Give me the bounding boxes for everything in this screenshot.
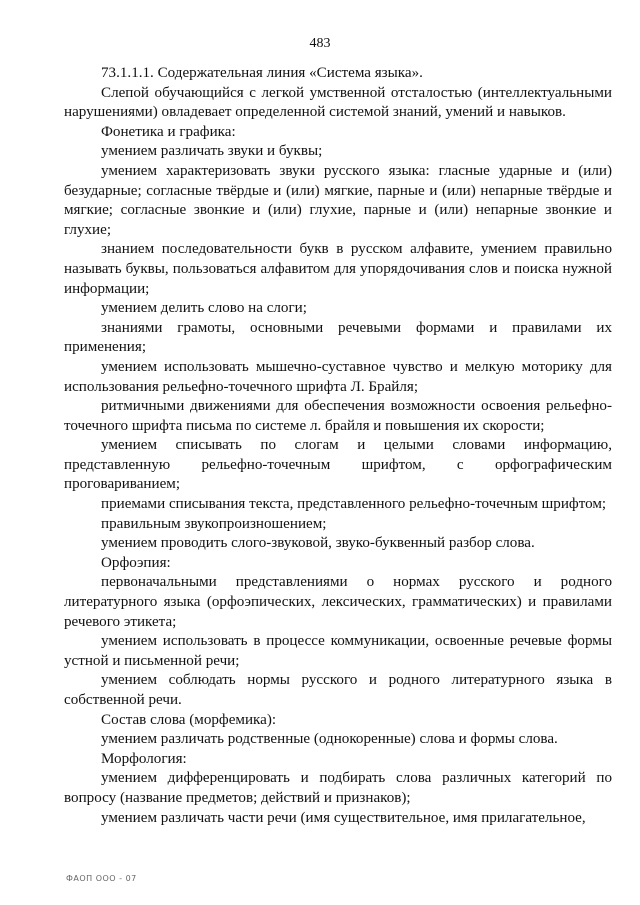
paragraph: первоначальными представлениями о нормах русского и родного литературного языка (орфоэпических, лексических, грамматических) и правилами речевого этикета; — [64, 574, 612, 630]
paragraph: умением использовать в процессе коммуникации, освоенные речевые формы устной и письменной речи; — [64, 633, 612, 669]
document-body — [64, 64, 612, 828]
paragraph: умением использовать мышечно-суставное чувство и мелкую моторику для использования рельефно-точечного шрифта Л. Брайля; — [64, 358, 612, 395]
paragraph: приемами списывания текста, представленного рельефно-точечным шрифтом; — [101, 496, 607, 513]
paragraph: умением дифференцировать и подбирать слова различных категорий по вопросу (название предметов; действий и признаков); — [64, 770, 612, 806]
paragraph: знаниями грамоты, основными речевыми формами и правилами их применения; — [64, 319, 612, 356]
footer-mark: ФАОП ООО - 07 — [66, 874, 137, 883]
paragraph: умением различать части речи (имя существительное, имя прилагательное, — [101, 809, 586, 826]
paragraph: умением соблюдать нормы русского и родного литературного языка в собственной речи. — [64, 672, 612, 708]
paragraph: Слепой обучающийся с легкой умственной отсталостью (интеллектуальными нарушениями) овладевает определенной системой знаний, умений и навыков. — [64, 84, 612, 121]
paragraph: умением списывать по слогам и целыми словами информацию, представленную рельефно-точечным шрифтом, с орфографическим проговариванием; — [64, 437, 612, 493]
paragraph: умением характеризовать звуки русского языка: гласные ударные и (или) безударные; согласные твёрдые и (или) мягкие, парные и (или) непарные твёрдые и мягкие; согласные звонкие и (или) глухие, парные и (или) непарные звонкие и глухие; — [64, 162, 612, 238]
paragraph: знанием последовательности букв в русском алфавите, умением правильно называть буквы, пользоваться алфавитом для упорядочивания слов и поиска нужной информации; — [64, 241, 612, 297]
section-heading: 73.1.1.1. Содержательная линия «Система языка». — [101, 65, 423, 81]
paragraph: правильным звукопроизношением; — [101, 515, 327, 532]
page-number: 483 — [309, 36, 331, 51]
paragraph: ритмичными движениями для обеспечения возможности освоения рельефно-точечного шрифта письма по системе л. брайля и повышения их скорости; — [64, 398, 612, 434]
subheading-orthoepy: Орфоэпия: — [101, 554, 171, 571]
subheading-morphology: Морфология: — [101, 750, 187, 767]
subheading-phonetics: Фонетика и графика: — [101, 123, 236, 140]
paragraph: умением различать звуки и буквы; — [101, 143, 323, 160]
subheading-morphemics: Состав слова (морфемика): — [101, 711, 277, 728]
paragraph: умением делить слово на слоги; — [101, 300, 307, 317]
paragraph: умением проводить слого-звуковой, звуко-буквенный разбор слова. — [101, 535, 535, 552]
paragraph: умением различать родственные (однокоренные) слова и формы слова. — [101, 731, 558, 748]
